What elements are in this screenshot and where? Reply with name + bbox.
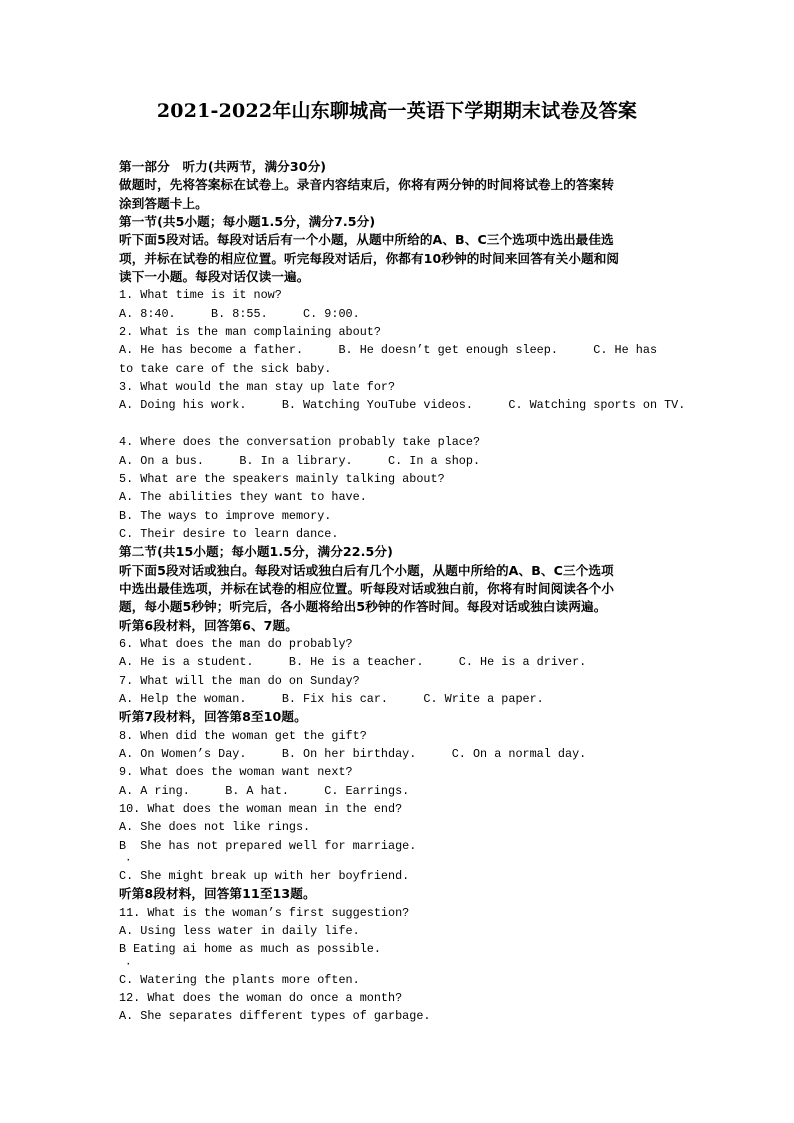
option-line: C. Watering the plants more often.	[119, 972, 360, 987]
question-line: 11. What is the woman’s first suggestion?	[119, 905, 410, 920]
question-line: 10. What does the woman mean in the end?	[119, 802, 403, 817]
options-line: A. On Women’s Day. B. On her birthday. C. On a normal day.	[119, 747, 587, 761]
option-line: B She has not prepared well for marriage.	[119, 838, 417, 853]
blank-line	[119, 415, 679, 433]
question-line: 7. What will the man do on Sunday?	[119, 673, 360, 688]
options-line: to take care of the sick baby.	[119, 361, 332, 376]
question-line: 6. What does the man do probably?	[119, 636, 353, 651]
material7-heading: 听第7段材料，回答第8至10题。	[119, 709, 307, 725]
question-line: 9. What does the woman want next?	[119, 765, 353, 780]
section2-instruction-line: 中选出最佳选项，并标在试卷的相应位置。听每段对话或独白前，你将有时间阅读各个小	[119, 580, 615, 596]
section1-heading: 第一节(共5小题；每小题1.5分，满分7.5分)	[119, 214, 376, 230]
options-line: A. He has become a father. B. He doesn’t get enough sleep. C. He has	[119, 343, 658, 358]
section2-heading: 第二节(共15小题；每小题1.5分，满分22.5分)	[119, 544, 393, 560]
section2-instruction-line: 题，每小题5秒钟；听完后，各小题将给出5秒钟的作答时间。每段对话或独白读两遍。	[119, 599, 607, 615]
question-line: 5. What are the speakers mainly talking about?	[119, 471, 445, 486]
option-line: A. Using less water in daily life.	[119, 924, 360, 939]
section1-instruction-line: 听下面5段对话。每段对话后有一个小题，从题中所给的A、B、C三个选项中选出最佳选	[119, 232, 614, 248]
section2-instruction-line: 听下面5段对话或独白。每段对话或独白后有几个小题，从题中所给的A、B、C三个选项	[119, 562, 614, 578]
options-line: A. He is a student. B. He is a teacher. C. He is a driver.	[119, 655, 587, 670]
question-line: 2. What is the man complaining about?	[119, 325, 381, 340]
question-line: 1. What time is it now?	[119, 288, 282, 303]
options-line: A. 8:40. B. 8:55. C. 9:00.	[119, 306, 360, 321]
part1-heading: 第一部分 听力(共两节，满分30分)	[119, 159, 327, 174]
option-line: C. Their desire to learn dance.	[119, 526, 339, 541]
dot-mark: ·	[125, 958, 132, 971]
option-line: B. The ways to improve memory.	[119, 508, 332, 523]
option-line: A. The abilities they want to have.	[119, 490, 367, 505]
option-line: A. She separates different types of garbage.	[119, 1009, 431, 1024]
options-line: A. Help the woman. B. Fix his car. C. Write a paper.	[119, 691, 544, 706]
material6-heading: 听第6段材料，回答第6、7题。	[119, 617, 298, 633]
section1-instruction-line: 项，并标在试卷的相应位置。听完每段对话后，你都有10秒钟的时间来回答有关小题和阅	[119, 250, 620, 266]
question-line: 4. Where does the conversation probably take place?	[119, 435, 481, 450]
options-line: A. Doing his work. B. Watching YouTube videos. C. Watching sports on TV.	[119, 398, 686, 413]
exam-content	[119, 158, 686, 1026]
material8-heading: 听第8段材料，回答第11至13题。	[119, 886, 316, 902]
option-line: C. She might break up with her boyfriend.	[119, 869, 410, 884]
page-title: 2021-2022年山东聊城高一英语下学期期末试卷及答案	[156, 100, 638, 122]
section1-instruction-line: 读下一小题。每段对话仅读一遍。	[119, 269, 310, 285]
part1-instruction-line: 涂到答题卡上。	[119, 195, 208, 211]
question-line: 12. What does the woman do once a month?	[119, 991, 403, 1006]
dot-mark: ·	[125, 855, 132, 868]
part1-instruction-line: 做题时，先将答案标在试卷上。录音内容结束后，你将有两分钟的时间将试卷上的答案转	[119, 177, 615, 193]
option-line: B Eating ai home as much as possible.	[119, 942, 381, 957]
question-line: 8. When did the woman get the gift?	[119, 728, 367, 743]
options-line: A. On a bus. B. In a library. C. In a shop.	[119, 453, 481, 468]
question-line: 3. What would the man stay up late for?	[119, 380, 396, 395]
option-line: A. She does not like rings.	[119, 820, 311, 835]
options-line: A. A ring. B. A hat. C. Earrings.	[119, 783, 410, 798]
